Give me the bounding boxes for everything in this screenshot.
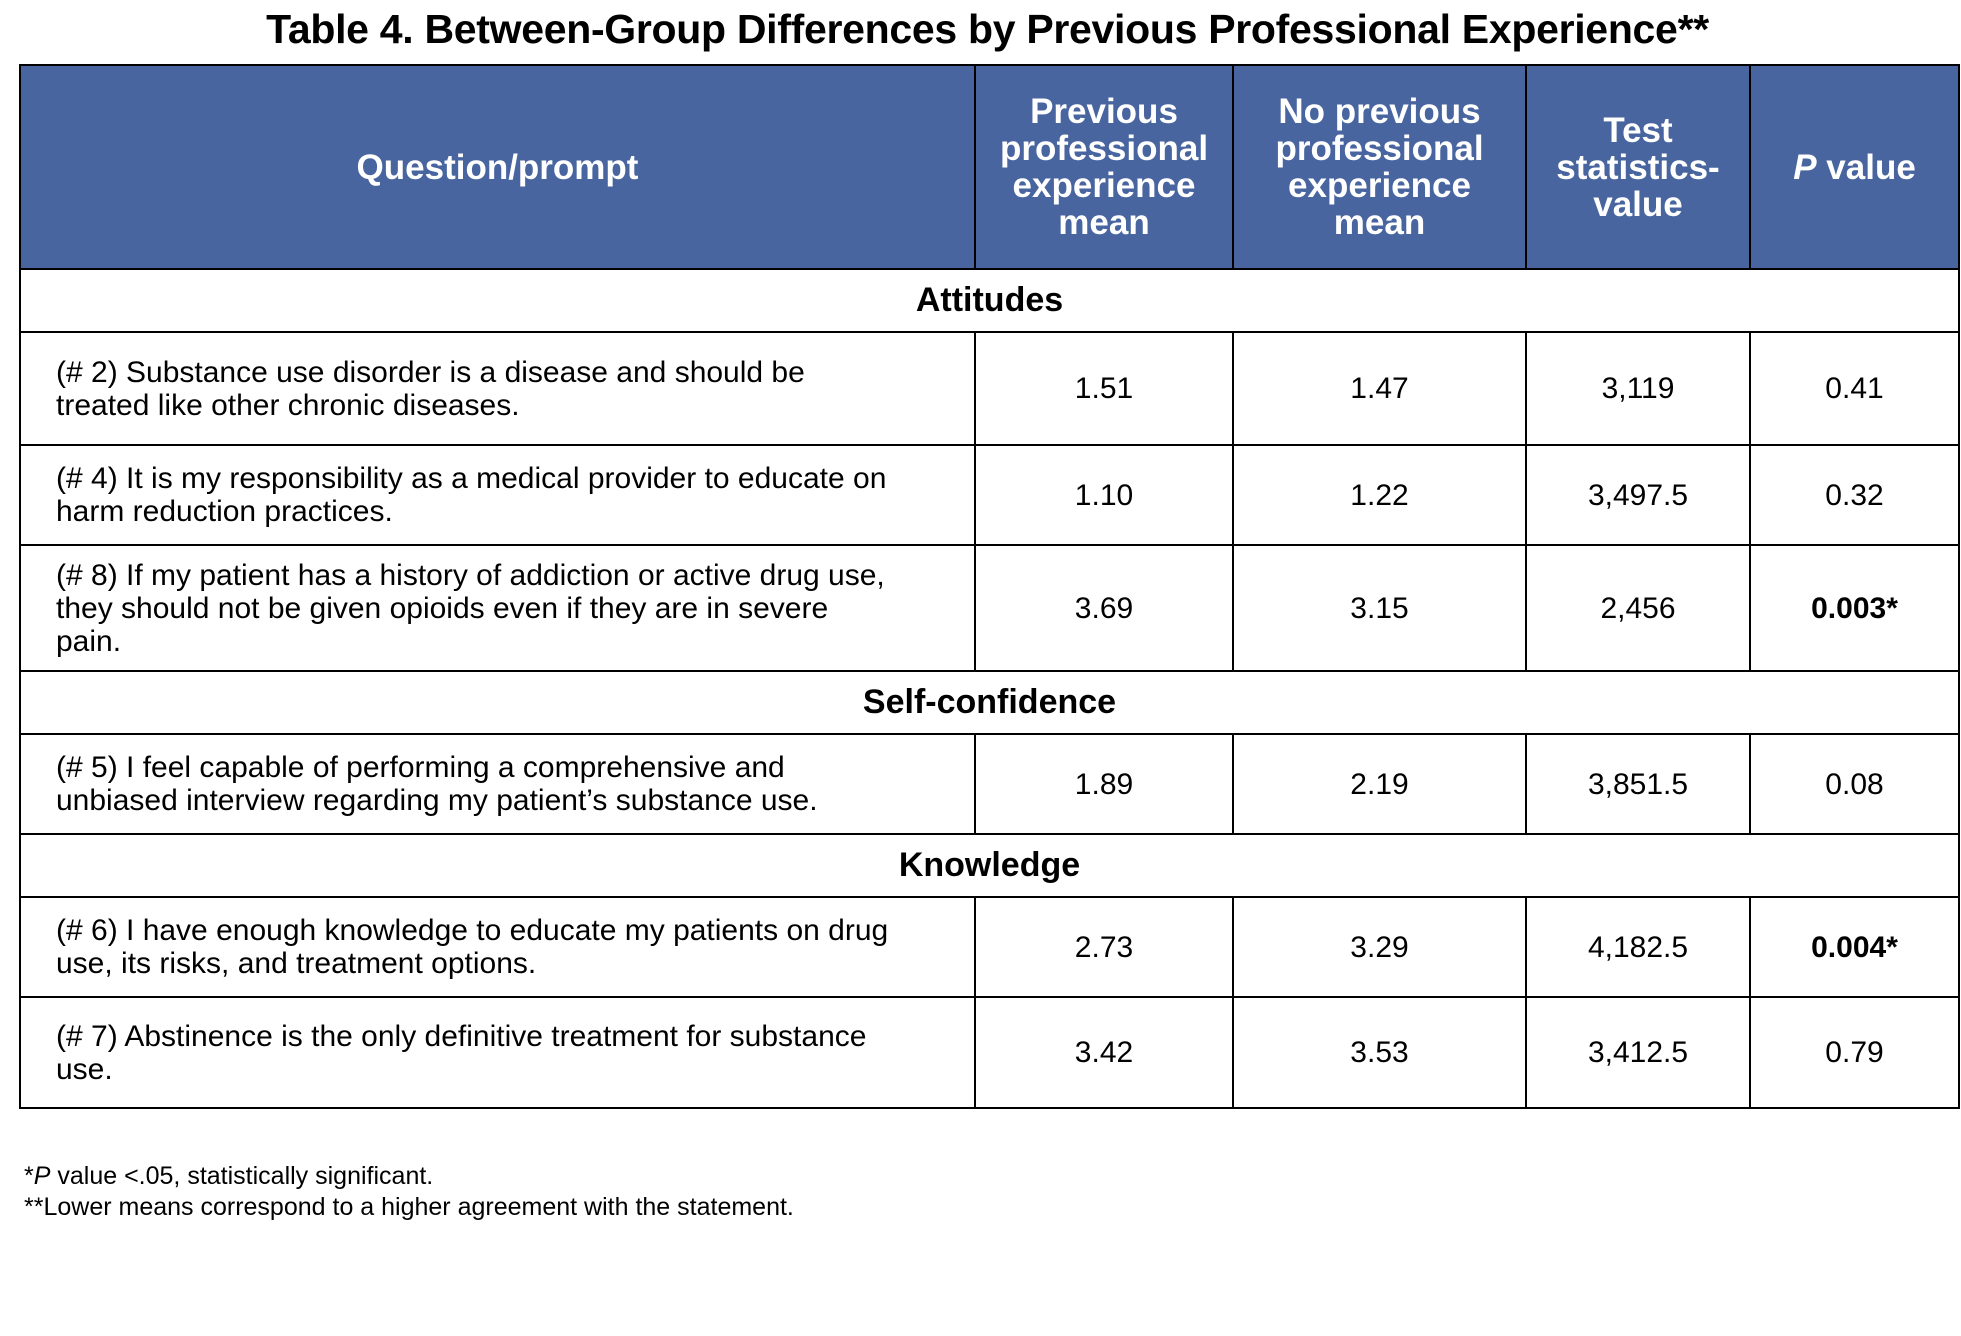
prev-mean-cell: 1.51 <box>975 332 1233 445</box>
noprev-mean-cell: 1.47 <box>1233 332 1526 445</box>
section-label: Knowledge <box>20 834 1959 897</box>
section-label: Self-confidence <box>20 671 1959 734</box>
header-no-previous-experience <box>1233 65 1526 269</box>
noprev-mean-cell: 1.22 <box>1233 445 1526 545</box>
table-row <box>20 897 1959 997</box>
noprev-mean-cell: 2.19 <box>1233 734 1526 834</box>
footnote-p-italic: P <box>33 1162 51 1190</box>
table-title: Table 4. Between-Group Differences by Previous Professional Experience** <box>266 6 1709 52</box>
table-row <box>20 997 1959 1108</box>
header-stat-line: Test <box>1603 110 1673 150</box>
prev-mean-cell: 2.73 <box>975 897 1233 997</box>
header-stat-line: value <box>1593 184 1683 224</box>
header-p-italic: P <box>1793 147 1817 187</box>
header-previous-experience <box>975 65 1233 269</box>
section-label: Attitudes <box>20 269 1959 332</box>
header-p-rest: value <box>1816 147 1916 187</box>
prompt-line: use, its risks, and treatment options. <box>56 947 537 980</box>
prev-mean-cell: 3.42 <box>975 997 1233 1108</box>
prompt-line: (# 7) Abstinence is the only definitive treatment for substance <box>56 1019 867 1053</box>
prompt-line: (# 4) It is my responsibility as a medical provider to educate on <box>56 462 887 495</box>
footnotes <box>24 1161 794 1223</box>
test-stat-cell: 3,497.5 <box>1526 445 1750 545</box>
table-row <box>20 545 1959 671</box>
header-noprev-line: mean <box>1333 203 1426 242</box>
header-noprev-line: No previous <box>1278 92 1481 131</box>
test-stat-cell: 2,456 <box>1526 545 1750 671</box>
prev-mean-cell: 1.10 <box>975 445 1233 545</box>
prompt-cell <box>20 997 975 1108</box>
header-row <box>20 65 1959 269</box>
footnote-lower-means: **Lower means correspond to a higher agreement with the statement. <box>24 1193 794 1221</box>
header-prev-line: experience <box>1012 166 1196 205</box>
table-row <box>20 445 1959 545</box>
prompt-cell <box>20 734 975 834</box>
prompt-line: use. <box>56 1052 113 1086</box>
prompt-cell <box>20 332 975 445</box>
section-row-attitudes <box>20 269 1959 332</box>
prev-mean-cell: 3.69 <box>975 545 1233 671</box>
p-value-cell: 0.41 <box>1750 332 1959 445</box>
prompt-line: (# 2) Substance use disorder is a disease and should be <box>56 355 805 389</box>
test-stat-cell: 4,182.5 <box>1526 897 1750 997</box>
header-noprev-line: experience <box>1288 166 1471 205</box>
table-row <box>20 332 1959 445</box>
prompt-cell <box>20 545 975 671</box>
p-value-cell: 0.08 <box>1750 734 1959 834</box>
p-value-cell-significant: 0.003* <box>1750 545 1959 671</box>
header-test-statistic <box>1526 65 1750 269</box>
header-prev-line: mean <box>1058 203 1150 242</box>
p-value-cell: 0.32 <box>1750 445 1959 545</box>
section-row-self-confidence <box>20 671 1959 734</box>
header-stat-line: statistics- <box>1556 147 1720 187</box>
prompt-line: pain. <box>56 624 122 658</box>
section-row-knowledge <box>20 834 1959 897</box>
prompt-line: treated like other chronic diseases. <box>56 388 520 422</box>
test-stat-cell: 3,412.5 <box>1526 997 1750 1108</box>
table-row <box>20 734 1959 834</box>
prompt-cell <box>20 897 975 997</box>
noprev-mean-cell: 3.53 <box>1233 997 1526 1108</box>
prompt-line: they should not be given opioids even if they are in severe <box>56 591 829 625</box>
footnote-significance <box>24 1161 794 1192</box>
test-stat-cell: 3,851.5 <box>1526 734 1750 834</box>
prev-mean-cell: 1.89 <box>975 734 1233 834</box>
header-prev-line: professional <box>999 129 1209 168</box>
footnote-text: value <.05, statistically significant. <box>50 1162 434 1190</box>
test-stat-cell: 3,119 <box>1526 332 1750 445</box>
prompt-line: (# 6) I have enough knowledge to educate my patients on drug <box>56 914 889 947</box>
p-value-cell-significant: 0.004* <box>1750 897 1959 997</box>
p-value-cell: 0.79 <box>1750 997 1959 1108</box>
footnote-star: * <box>24 1162 34 1190</box>
prompt-line: harm reduction practices. <box>56 495 393 528</box>
prompt-line: unbiased interview regarding my patient’s substance use. <box>56 784 818 817</box>
prompt-line: (# 5) I feel capable of performing a comprehensive and <box>56 751 785 784</box>
results-table <box>19 64 1960 1109</box>
header-p-value <box>1750 65 1959 269</box>
header-question: Question/prompt <box>20 65 975 269</box>
prompt-cell <box>20 445 975 545</box>
header-noprev-line: professional <box>1275 129 1484 168</box>
noprev-mean-cell: 3.15 <box>1233 545 1526 671</box>
noprev-mean-cell: 3.29 <box>1233 897 1526 997</box>
header-prev-line: Previous <box>1030 92 1178 131</box>
prompt-line: (# 8) If my patient has a history of addiction or active drug use, <box>56 558 885 592</box>
